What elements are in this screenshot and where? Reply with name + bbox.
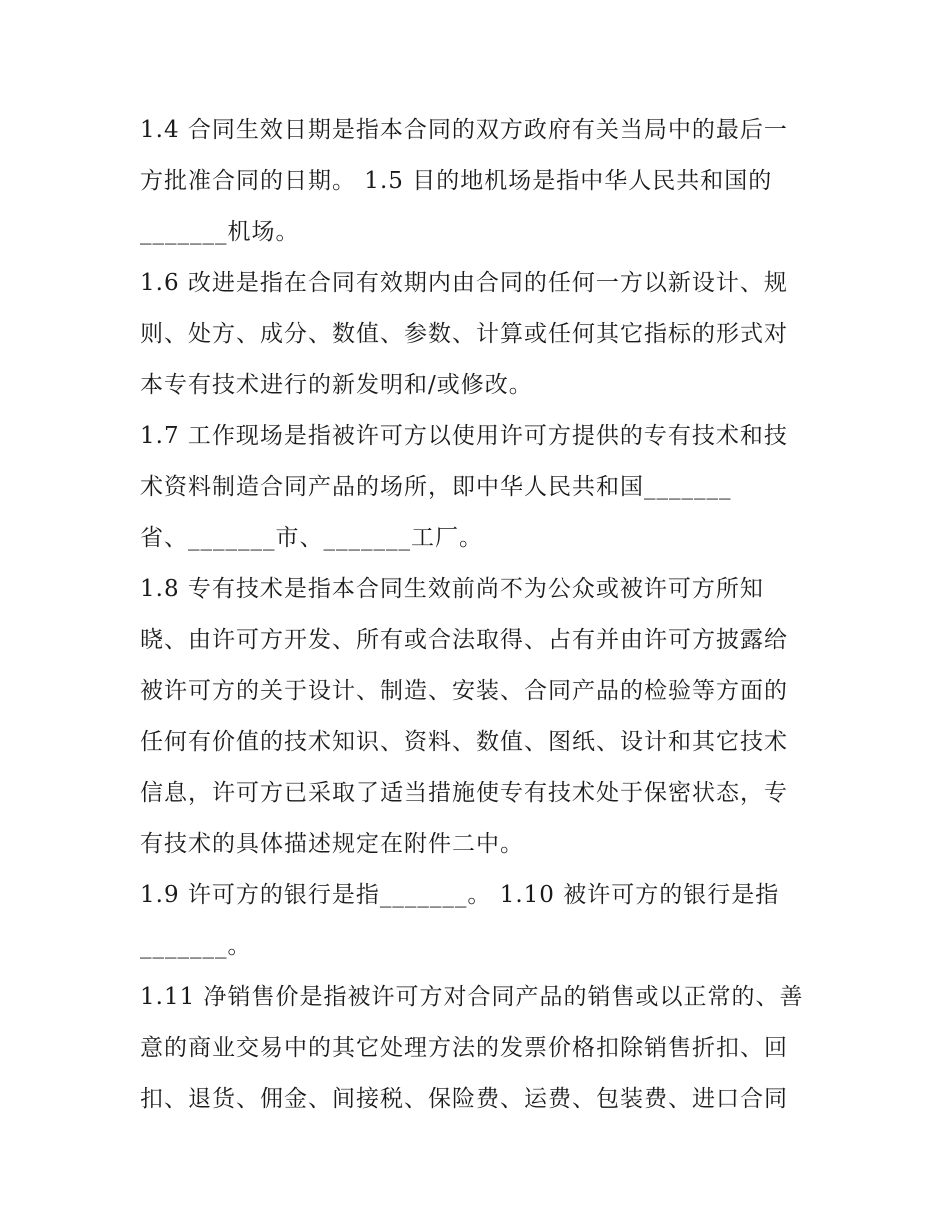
text-line: _______机场。 [140, 219, 300, 245]
text-line: 方批准合同的日期。 1.5 目的地机场是指中华人民共和国的 [140, 168, 773, 194]
text-line: 任何有价值的技术知识、资料、数值、图纸、设计和其它技术 [140, 729, 788, 755]
text-line: 有技术的具体描述规定在附件二中。 [140, 831, 524, 857]
text-line: 意的商业交易中的其它处理方法的发票价格扣除销售折扣、回 [140, 1035, 788, 1061]
text-line: 1.7 工作现场是指被许可方以使用许可方提供的专有技术和技 [140, 423, 788, 449]
text-line: 则、处方、成分、数值、参数、计算或任何其它指标的形式对 [140, 321, 788, 347]
text-line: 术资料制造合同产品的场所，即中华人民共和国_______ [140, 474, 732, 500]
text-line: _______。 [140, 933, 252, 959]
text-line: 1.4 合同生效日期是指本合同的双方政府有关当局中的最后一 [140, 117, 788, 143]
text-line: 1.8 专有技术是指本合同生效前尚不为公众或被许可方所知 [140, 576, 764, 602]
text-line: 1.9 许可方的银行是指_______。 1.10 被许可方的银行是指 [140, 882, 780, 908]
text-line: 被许可方的关于设计、制造、安装、合同产品的检验等方面的 [140, 678, 788, 704]
text-line: 省、_______市、_______工厂。 [140, 525, 483, 551]
text-line: 本专有技术进行的新发明和/或修改。 [140, 372, 533, 398]
text-line: 扣、退货、佣金、间接税、保险费、运费、包装费、进口合同 [140, 1086, 788, 1112]
text-line: 晓、由许可方开发、所有或合法取得、占有并由许可方披露给 [140, 627, 788, 653]
text-line: 1.11 净销售价是指被许可方对合同产品的销售或以正常的、善 [140, 984, 804, 1010]
text-line: 信息，许可方已采取了适当措施使专有技术处于保密状态，专 [140, 780, 788, 806]
text-line: 1.6 改进是指在合同有效期内由合同的任何一方以新设计、规 [140, 270, 788, 296]
